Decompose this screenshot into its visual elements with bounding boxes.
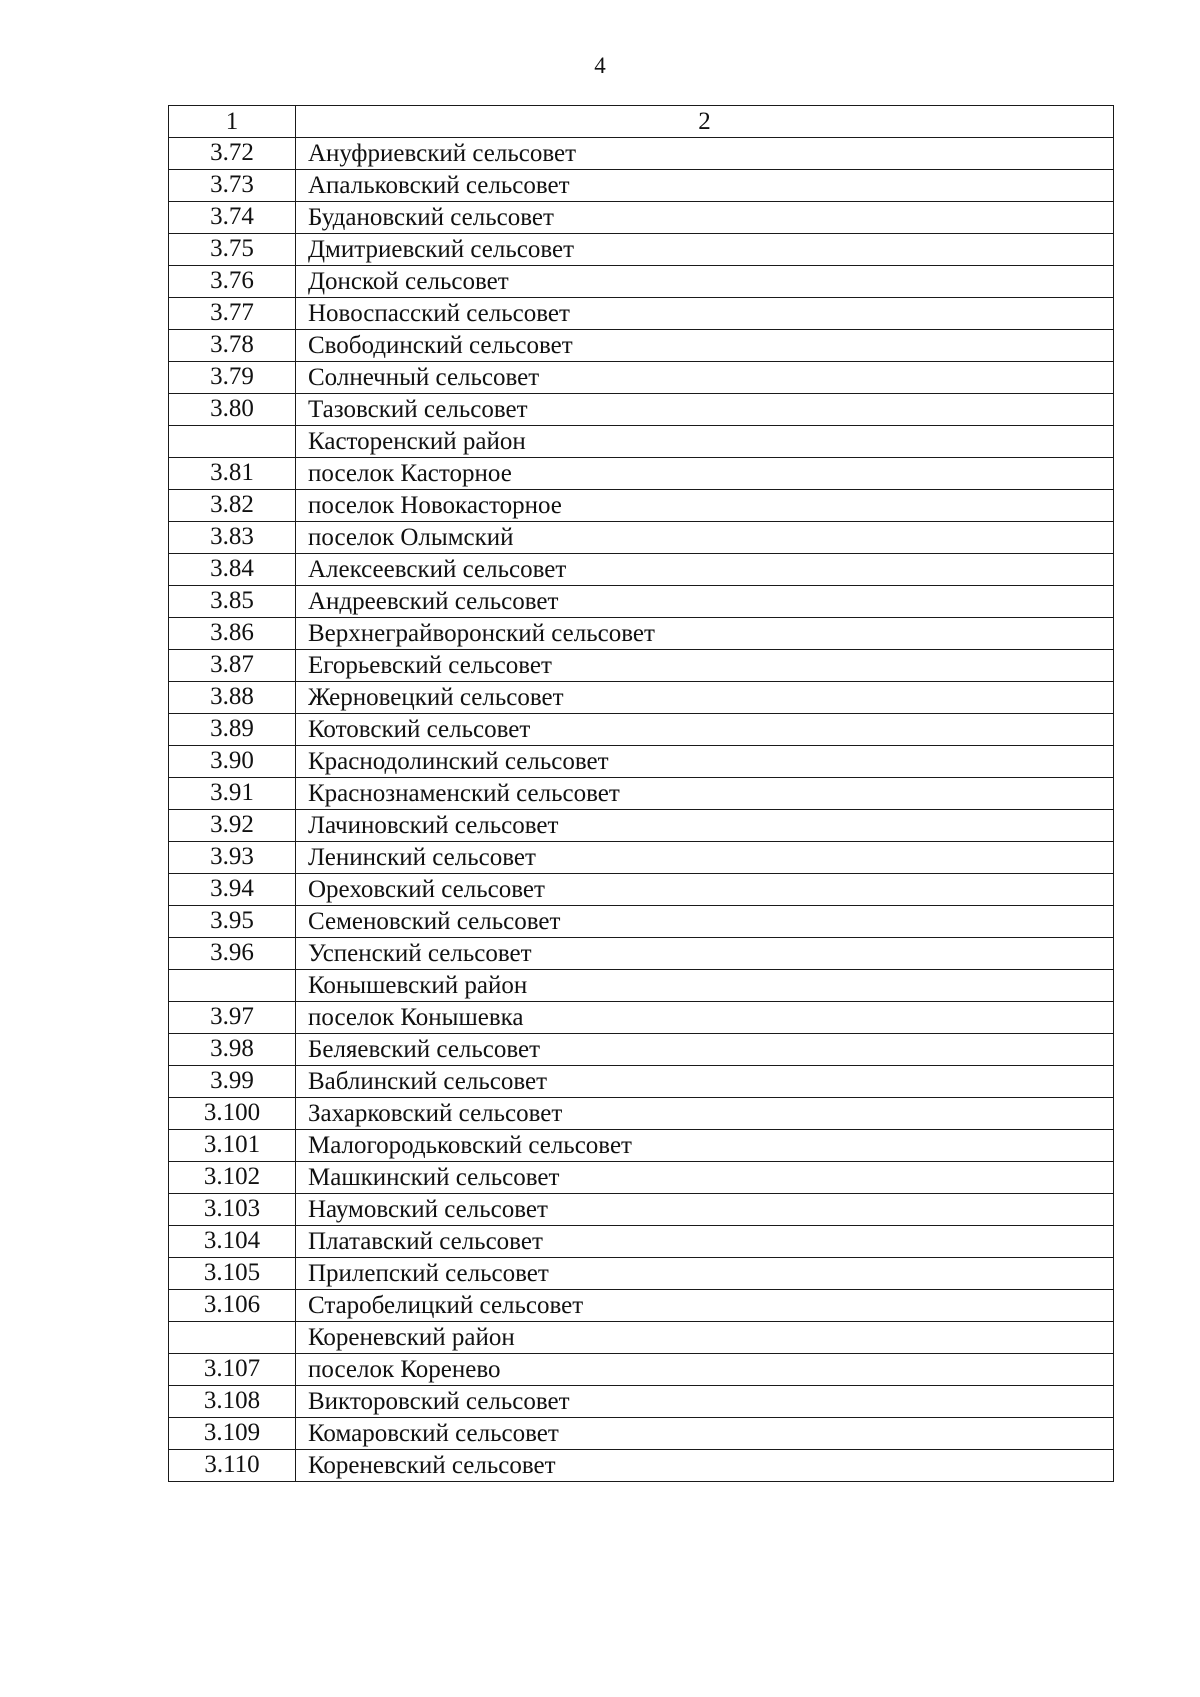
- row-number-cell: 3.81: [169, 458, 296, 490]
- row-number-cell: 3.75: [169, 234, 296, 266]
- municipality-name-cell: Краснознаменский сельсовет: [296, 778, 1114, 810]
- row-number-cell: 3.76: [169, 266, 296, 298]
- row-number-cell: 3.100: [169, 1098, 296, 1130]
- row-number-cell: 3.93: [169, 842, 296, 874]
- municipality-name-cell: Донской сельсовет: [296, 266, 1114, 298]
- row-number-cell: 3.79: [169, 362, 296, 394]
- municipality-name-cell: Комаровский сельсовет: [296, 1418, 1114, 1450]
- municipality-name-cell: Дмитриевский сельсовет: [296, 234, 1114, 266]
- district-name-cell: Касторенский район: [296, 426, 1114, 458]
- municipality-name-cell: Прилепский сельсовет: [296, 1258, 1114, 1290]
- row-number-cell: [169, 1322, 296, 1354]
- municipality-name-cell: Будановский сельсовет: [296, 202, 1114, 234]
- row-number-cell: 3.92: [169, 810, 296, 842]
- table-row: [169, 810, 1114, 842]
- district-name-cell: Конышевский район: [296, 970, 1114, 1002]
- municipality-name-cell: Тазовский сельсовет: [296, 394, 1114, 426]
- table-row: [169, 490, 1114, 522]
- table-row: [169, 266, 1114, 298]
- table-row: [169, 1258, 1114, 1290]
- municipality-name-cell: Андреевский сельсовет: [296, 586, 1114, 618]
- municipality-name-cell: Апальковский сельсовет: [296, 170, 1114, 202]
- municipality-name-cell: Ленинский сельсовет: [296, 842, 1114, 874]
- table-row: [169, 1418, 1114, 1450]
- table-row: [169, 1226, 1114, 1258]
- row-number-cell: 3.108: [169, 1386, 296, 1418]
- column-header-number: 1: [169, 106, 296, 138]
- row-number-cell: 3.110: [169, 1450, 296, 1482]
- municipality-name-cell: Старобелицкий сельсовет: [296, 1290, 1114, 1322]
- row-number-cell: 3.90: [169, 746, 296, 778]
- row-number-cell: 3.73: [169, 170, 296, 202]
- municipality-name-cell: Захарковский сельсовет: [296, 1098, 1114, 1130]
- municipality-name-cell: поселок Касторное: [296, 458, 1114, 490]
- row-number-cell: 3.95: [169, 906, 296, 938]
- municipality-name-cell: Алексеевский сельсовет: [296, 554, 1114, 586]
- municipality-name-cell: Егорьевский сельсовет: [296, 650, 1114, 682]
- row-number-cell: 3.99: [169, 1066, 296, 1098]
- row-number-cell: 3.77: [169, 298, 296, 330]
- municipality-name-cell: Наумовский сельсовет: [296, 1194, 1114, 1226]
- row-number-cell: 3.85: [169, 586, 296, 618]
- table-row: [169, 842, 1114, 874]
- row-number-cell: 3.103: [169, 1194, 296, 1226]
- row-number-cell: 3.91: [169, 778, 296, 810]
- row-number-cell: 3.104: [169, 1226, 296, 1258]
- row-number-cell: 3.87: [169, 650, 296, 682]
- municipality-name-cell: Краснодолинский сельсовет: [296, 746, 1114, 778]
- municipality-name-cell: Малогородьковский сельсовет: [296, 1130, 1114, 1162]
- table-row: [169, 714, 1114, 746]
- table-row: [169, 1034, 1114, 1066]
- table-row: [169, 1130, 1114, 1162]
- table-row: [169, 362, 1114, 394]
- district-heading-row: [169, 970, 1114, 1002]
- row-number-cell: 3.82: [169, 490, 296, 522]
- municipality-table: [168, 105, 1114, 1482]
- row-number-cell: 3.80: [169, 394, 296, 426]
- municipality-name-cell: Лачиновский сельсовет: [296, 810, 1114, 842]
- table-row: [169, 1450, 1114, 1482]
- table-row: [169, 650, 1114, 682]
- table-row: [169, 1194, 1114, 1226]
- municipality-name-cell: поселок Коренево: [296, 1354, 1114, 1386]
- row-number-cell: 3.86: [169, 618, 296, 650]
- row-number-cell: 3.96: [169, 938, 296, 970]
- table-row: [169, 554, 1114, 586]
- table-row: [169, 1162, 1114, 1194]
- page-number: 4: [594, 53, 606, 78]
- table-row: [169, 586, 1114, 618]
- column-header-name: 2: [296, 106, 1114, 138]
- table-row: [169, 458, 1114, 490]
- table-row: [169, 330, 1114, 362]
- row-number-cell: 3.102: [169, 1162, 296, 1194]
- row-number-cell: 3.74: [169, 202, 296, 234]
- municipality-name-cell: Викторовский сельсовет: [296, 1386, 1114, 1418]
- table-row: [169, 618, 1114, 650]
- row-number-cell: 3.78: [169, 330, 296, 362]
- municipality-name-cell: Верхнеграйворонский сельсовет: [296, 618, 1114, 650]
- municipality-name-cell: Беляевский сельсовет: [296, 1034, 1114, 1066]
- municipality-name-cell: Машкинский сельсовет: [296, 1162, 1114, 1194]
- municipality-name-cell: поселок Олымский: [296, 522, 1114, 554]
- municipality-name-cell: Успенский сельсовет: [296, 938, 1114, 970]
- table-row: [169, 1066, 1114, 1098]
- row-number-cell: 3.97: [169, 1002, 296, 1034]
- municipality-name-cell: Семеновский сельсовет: [296, 906, 1114, 938]
- table-row: [169, 778, 1114, 810]
- table-body: [169, 138, 1114, 1482]
- municipality-name-cell: Солнечный сельсовет: [296, 362, 1114, 394]
- row-number-cell: 3.109: [169, 1418, 296, 1450]
- table-row: [169, 170, 1114, 202]
- municipality-name-cell: поселок Конышевка: [296, 1002, 1114, 1034]
- row-number-cell: 3.105: [169, 1258, 296, 1290]
- row-number-cell: 3.72: [169, 138, 296, 170]
- row-number-cell: 3.107: [169, 1354, 296, 1386]
- district-name-cell: Кореневский район: [296, 1322, 1114, 1354]
- row-number-cell: 3.88: [169, 682, 296, 714]
- table-row: [169, 938, 1114, 970]
- row-number-cell: 3.106: [169, 1290, 296, 1322]
- table-row: [169, 1098, 1114, 1130]
- municipality-name-cell: Котовский сельсовет: [296, 714, 1114, 746]
- table-row: [169, 682, 1114, 714]
- table-header: [169, 106, 1114, 138]
- table-row: [169, 234, 1114, 266]
- table-row: [169, 1002, 1114, 1034]
- row-number-cell: 3.89: [169, 714, 296, 746]
- municipality-name-cell: Жерновецкий сельсовет: [296, 682, 1114, 714]
- table-row: [169, 1354, 1114, 1386]
- table-row: [169, 202, 1114, 234]
- table-row: [169, 874, 1114, 906]
- municipality-name-cell: Ваблинский сельсовет: [296, 1066, 1114, 1098]
- table-row: [169, 394, 1114, 426]
- municipality-name-cell: Свободинский сельсовет: [296, 330, 1114, 362]
- row-number-cell: 3.83: [169, 522, 296, 554]
- table-row: [169, 906, 1114, 938]
- table-header-row: [169, 106, 1114, 138]
- municipality-name-cell: Ореховский сельсовет: [296, 874, 1114, 906]
- table-row: [169, 1386, 1114, 1418]
- table-row: [169, 298, 1114, 330]
- table-row: [169, 522, 1114, 554]
- municipality-name-cell: Кореневский сельсовет: [296, 1450, 1114, 1482]
- row-number-cell: 3.84: [169, 554, 296, 586]
- row-number-cell: 3.101: [169, 1130, 296, 1162]
- row-number-cell: 3.94: [169, 874, 296, 906]
- row-number-cell: 3.98: [169, 1034, 296, 1066]
- municipality-name-cell: Новоспасский сельсовет: [296, 298, 1114, 330]
- municipality-name-cell: Платавский сельсовет: [296, 1226, 1114, 1258]
- row-number-cell: [169, 426, 296, 458]
- table-row: [169, 138, 1114, 170]
- municipality-name-cell: Ануфриевский сельсовет: [296, 138, 1114, 170]
- municipality-name-cell: поселок Новокасторное: [296, 490, 1114, 522]
- district-heading-row: [169, 1322, 1114, 1354]
- table-row: [169, 1290, 1114, 1322]
- district-heading-row: [169, 426, 1114, 458]
- table-row: [169, 746, 1114, 778]
- row-number-cell: [169, 970, 296, 1002]
